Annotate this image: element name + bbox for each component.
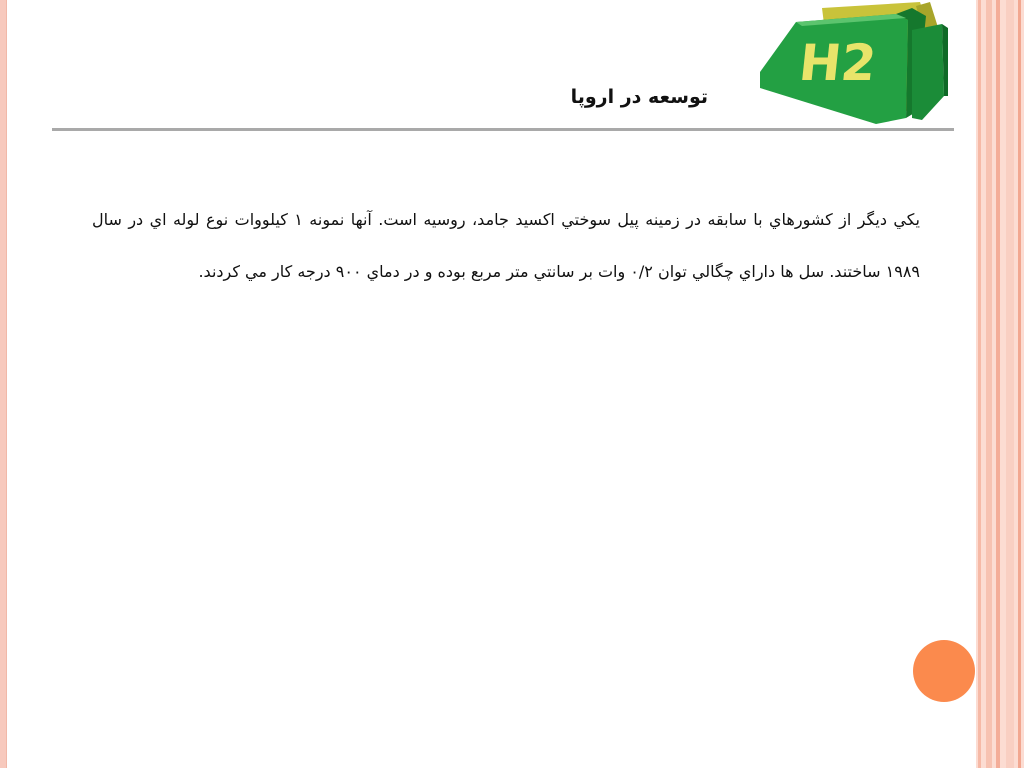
title-divider [52,128,954,131]
stripe [978,0,981,768]
logo-text: H2 [796,33,880,92]
h2-logo [756,0,956,128]
right-decorative-stripes [976,0,1024,768]
stripe [996,0,1000,768]
decorative-orange-circle [913,640,975,702]
stripe [1018,0,1021,768]
stripe [1006,0,1014,768]
body-paragraph: يكي ديگر از كشورهاي با سابقه در زمينه پيل سوختي اكسيد جامد، روسيه است. آنها نمونه ۱ كيلووات نوع لوله اي در سال ۱۹۸۹ ساختند. سل ها داراي چگالي توان ۰/۲ وات بر سانتي متر مربع بوده و در دماي ۹۰۰ درجه كار مي كردند. [92,210,920,281]
slide-title: توسعه در اروپا [570,86,708,108]
stripe [986,0,992,768]
